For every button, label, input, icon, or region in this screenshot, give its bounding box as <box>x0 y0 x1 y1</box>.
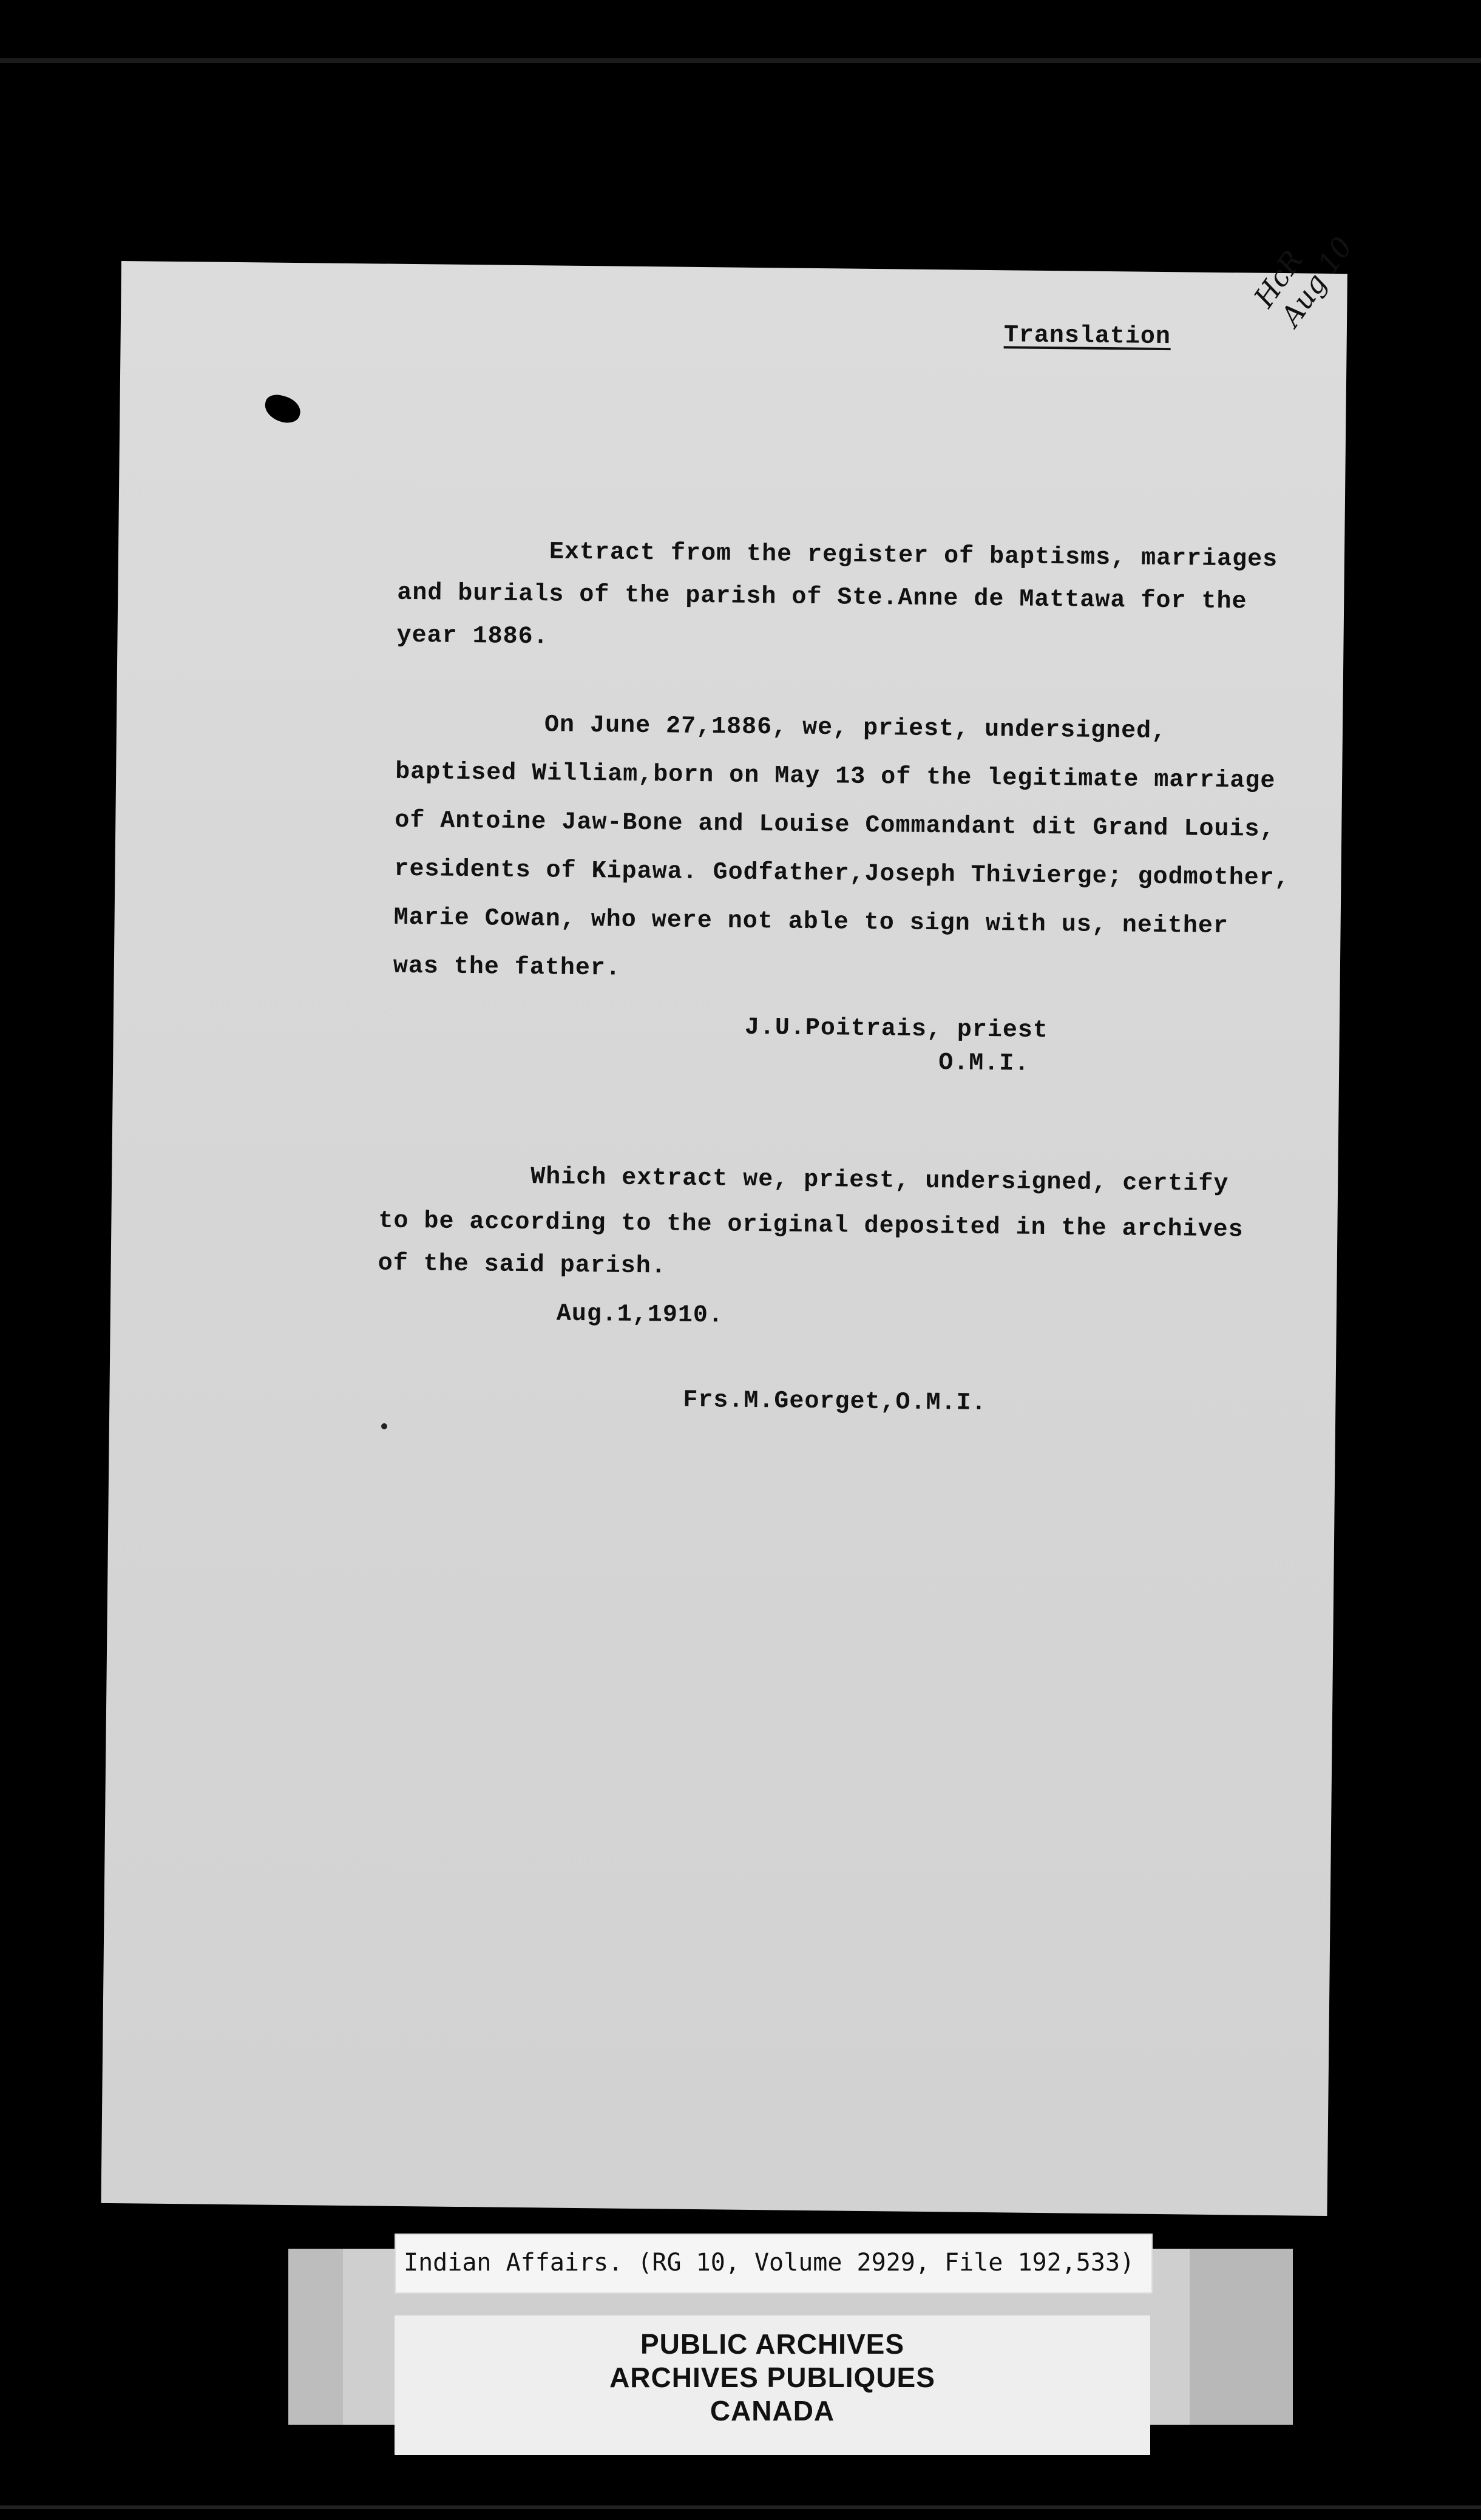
reference-text: Indian Affairs. (RG 10, Volume 2929, File 192,533) <box>404 2249 1135 2277</box>
stamp-line-3: CANADA <box>710 2395 835 2427</box>
paragraph1-line2: and burials of the parish of Ste.Anne de Mattawa for the <box>397 579 1247 616</box>
film-edge-top <box>0 58 1481 63</box>
paragraph2-line4: residents of Kipawa. Godfather,Joseph Thivierge; godmother, <box>394 855 1290 893</box>
paragraph3-line1: Which extract we, priest, undersigned, certify <box>530 1163 1229 1199</box>
stamp-line-2: ARCHIVES PUBLIQUES <box>609 2362 935 2393</box>
paragraph2-line2: baptised William,born on May 13 of the legitimate marriage <box>395 758 1276 795</box>
paragraph2-line5: Marie Cowan, who were not able to sign with us, neither <box>393 904 1229 941</box>
paragraph1-line1: Extract from the register of baptisms, marriages <box>549 538 1278 574</box>
document-date: Aug.1,1910. <box>556 1300 724 1330</box>
signature2: Frs.M.Georget,O.M.I. <box>683 1386 987 1418</box>
paragraph3-line3: of the said parish. <box>378 1250 667 1281</box>
film-edge-bottom <box>0 2505 1481 2509</box>
paragraph2-line3: of Antoine Jaw-Bone and Louise Commandant dit Grand Louis, <box>395 807 1275 844</box>
stamp-line-1: PUBLIC ARCHIVES <box>640 2328 904 2360</box>
paper-speck <box>381 1423 387 1429</box>
paragraph3-line2: to be according to the original deposited in the archives <box>378 1207 1244 1244</box>
document-heading: Translation <box>1003 322 1171 351</box>
paragraph2-line6: was the father. <box>393 952 622 983</box>
signature1-line2: O.M.I. <box>938 1049 1030 1078</box>
document-page <box>101 261 1347 2216</box>
ink-blot <box>262 391 303 426</box>
handwritten-annotation: HcR Aug 10 <box>1247 231 1359 332</box>
label-shadow-left <box>288 2249 343 2425</box>
signature1-line1: J.U.Poitrais, priest <box>744 1014 1049 1045</box>
paragraph2-line1: On June 27,1886, we, priest, undersigned, <box>544 711 1167 746</box>
label-shadow-right <box>1190 2249 1293 2425</box>
paragraph1-line3: year 1886. <box>396 622 549 651</box>
